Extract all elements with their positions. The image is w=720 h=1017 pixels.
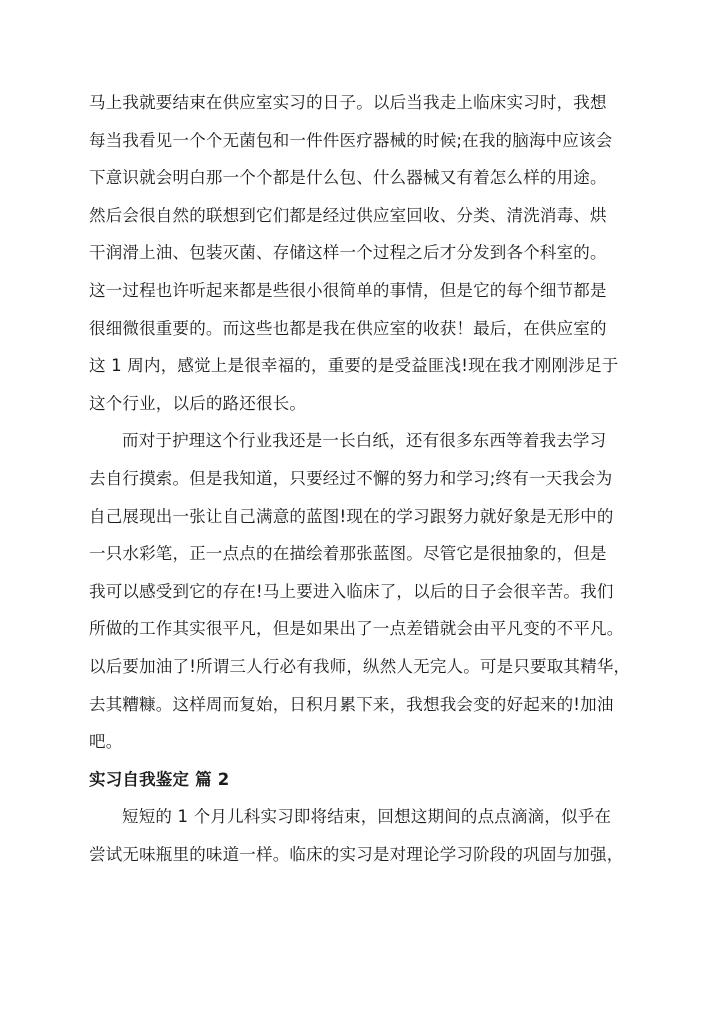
- paragraph-2-line-6: 所做的工作其实很平凡，但是如果出了一点差错就会由平凡变的不平凡。: [89, 619, 624, 639]
- paragraph-2-line-1: 而对于护理这个行业我还是一长白纸，还有很多东西等着我去学习: [122, 431, 607, 451]
- paragraph-1-line-6: 这一过程也许听起来都是些很小很简单的事情，但是它的每个细节都是: [89, 280, 607, 300]
- paragraph-3-line-1: 短短的 1 个月儿科实习即将结束，回想这期间的点点滴滴，似乎在: [122, 807, 612, 827]
- paragraph-2-line-9: 吧。: [89, 732, 123, 752]
- paragraph-2-line-7: 以后要加油了!所谓三人行必有我师，纵然人无完人。可是只要取其精华，: [89, 656, 631, 676]
- paragraph-1-line-4: 然后会很自然的联想到它们都是经过供应室回收、分类、清洗消毒、烘: [89, 205, 607, 225]
- document-body: [89, 84, 649, 873]
- paragraph-1-line-2: 每当我看见一个个无菌包和一件件医疗器械的时候;在我的脑海中应该会: [89, 130, 613, 150]
- paragraph-1-line-3: 下意识就会明白那一个个都是什么包、什么器械又有着怎么样的用途。: [89, 168, 607, 188]
- paragraph-2-line-3: 自己展现出一张让自己满意的蓝图!现在的学习跟努力就好象是无形中的: [89, 506, 614, 526]
- paragraph-1-line-1: 马上我就要结束在供应室实习的日子。以后当我走上临床实习时，我想: [89, 93, 607, 112]
- paragraph-1-line-9: 这个行业，以后的路还很长。: [89, 393, 307, 413]
- section-heading: 实习自我鉴定 篇 2: [89, 769, 230, 789]
- paragraph-1-line-8: 这 1 周内，感觉上是很幸福的，重要的是受益匪浅!现在我才刚刚涉足于: [89, 356, 619, 376]
- paragraph-1-line-5: 干润滑上油、包装灭菌、存储这样一个过程之后才分发到各个科室的。: [89, 243, 607, 263]
- paragraph-2-line-4: 一只水彩笔，正一点点的在描绘着那张蓝图。尽管它是很抽象的，但是: [89, 544, 607, 564]
- paragraph-2-line-2: 去自行摸索。但是我知道，只要经过不懈的努力和学习;终有一天我会为: [89, 468, 613, 488]
- paragraph-1-line-7: 很细微很重要的。而这些也都是我在供应室的收获！最后，在供应室的: [89, 318, 607, 338]
- paragraph-2-line-8: 去其糟糠。这样周而复始，日积月累下来，我想我会变的好起来的!加油: [89, 694, 614, 714]
- paragraph-2-line-5: 我可以感受到它的存在!马上要进入临床了，以后的日子会很辛苦。我们: [89, 581, 614, 601]
- paragraph-3-line-2: 尝试无味瓶里的味道一样。临床的实习是对理论学习阶段的巩固与加强，: [89, 844, 624, 864]
